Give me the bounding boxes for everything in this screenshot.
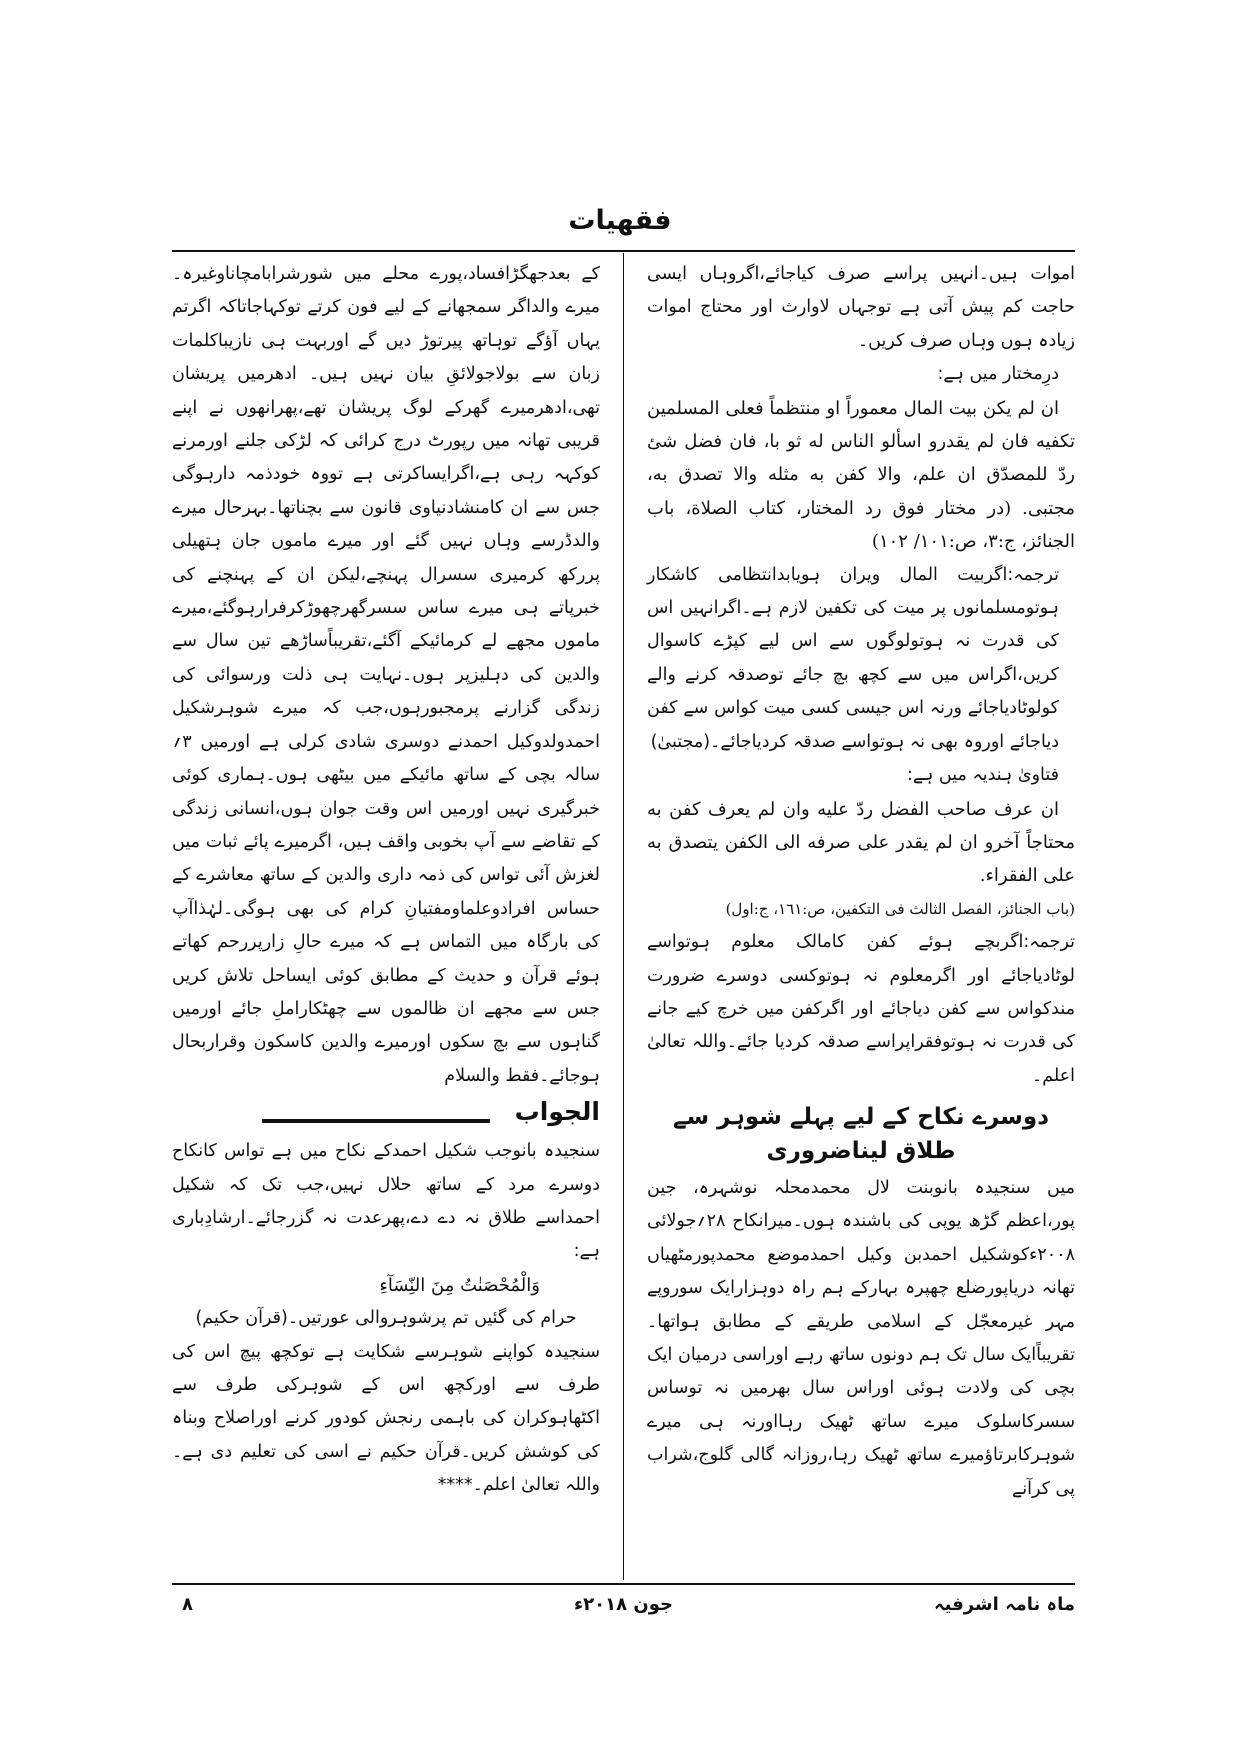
answer-label: الجواب <box>514 1097 600 1127</box>
paragraph: اموات ہیں۔انہیں پراسے صرف کیاجائے،اگروہاں ایسی حاجت کم پیش آتی ہے توجہاں لاوارث اور محتاج اموات زیادہ ہوں وہاں صرف کریں۔ <box>647 264 1075 351</box>
right-column <box>647 258 1075 1506</box>
issue-date: جون ۲۰۱۸ء <box>573 1594 674 1615</box>
footer-rule <box>172 1583 1075 1585</box>
question-paragraph: میں سنجیدہ بانوبنت لال محمدمحلہ نوشہرہ، جین پور،اعظم گڑھ یوپی کی باشندہ ہوں۔میرانکاح ۲۸؍جولائی ۲۰۰۸ءکوشکیل احمدبن وکیل احمدموضع محمدپورمٹھیاں تھانہ دریاپورضلع چھپرہ بہارکے ہم راہ دوہزارایک سوروپے مہر غیرمعجّل کے اسلامی طریقے کے مطابق ہواتھا۔تقریباًایک سال تک ہم دونوں ساتھ رہے اوراسی درمیان ایک بچی کی ولادت ہوئی اوراس سال بھرمیں نہ توساس سسرکاسلوک میرے ساتھ ٹھیک رہااورنہ ہی میرے شوہرکابرتاؤمیرے ساتھ ٹھیک رہا،روزانہ گالی گلوج،شراب پی کرآنے <box>647 1177 1075 1499</box>
quote-intro: درِمختار میں ہے: <box>937 364 1059 385</box>
quran-verse: وَالْمُحْصَنٰتُ مِنَ النِّسَآءِ <box>379 1274 540 1296</box>
answer-paragraph: سنجیدہ بانوجب شکیل احمدکے نکاح میں ہے تواس کانکاح دوسرے مرد کے ساتھ حلال نہیں،جب تک کہ شکیل احمداسے طلاق نہ دے دے،پھرعدت نہ گزرجائے۔ارشادِباری ہے: <box>172 1141 600 1262</box>
page-number: ۸ <box>182 1594 193 1615</box>
left-column <box>172 258 600 1503</box>
translation-paragraph: ترجمہ:اگربیت المال ویران ہویابدانتظامی کاشکار ہوتومسلمانوں پر میت کی تکفین لازم ہے۔اگرانہیں اس کی قدرت نہ ہوتولوگوں سے اس لیے کپڑے کاسوال کریں،اگراس میں سے کچھ بچ جائے توصدقہ کرنے والے کولوٹادیاجائے ورنہ اس جیسی کسی میت کواس سے کفن دیاجائے اوروہ بھی نہ ہوتواسے صدقہ کردیاجائے۔(مجتبیٰ) <box>647 564 1059 752</box>
arabic-quotation: ان لم يكن بيت المال معموراً او منتظماً فعلى المسلمين تكفيه فان لم يقدرو اسألو الناس له ثو با، فان فضل شئ ردّ للمصدّق ان علم، والا كفن به مثله والا تصدق به، مجتبى. (در مختار فوق رد المختار، كتاب الصلاة، باب الجنائز، ج:٣، ص:١٠١/ ١٠٢) <box>647 397 1075 553</box>
translation-paragraph: ترجمہ:اگربچے ہوئے کفن کامالک معلوم ہوتواسے لوٹادیاجائے اور اگرمعلوم نہ ہوتوکسی دوسرے ضرورت مندکواس سے کفن دیاجائے اور اگرکفن میں خرچ کیے جانے کی قدرت نہ ہوتوفقراپراسے صدقہ کردیا جائے۔واللہ تعالیٰ اعلم۔ <box>647 932 1075 1086</box>
page-footer <box>172 1594 1075 1624</box>
reference-citation: (باب الجنائز، الفصل الثالث فى التكفين، ص:١٦١، ج:اول) <box>725 899 1075 918</box>
arabic-quotation: ان عرف صاحب الفضل ردّ عليه وان لم يعرف كفن به محتاجاً آخرو ان لم يقدر على صرفه الى الكفن يتصدق به على الفقراء. <box>647 798 1075 887</box>
question-paragraph: کے بعدجھگڑافساد،پورے محلے میں شورشرابامچاناوغیرہ۔میرے والداگر سمجھانے کے لیے فون کرتے توکہاجاتاکہ اگرتم یہاں آؤگے توہاتھ پیرتوڑ دیں گے اوربہت ہی نازیباکلمات زبان سے بولاجولائقِ بیان نہیں ہیں۔ ادھرمیں پریشان تھی،ادھرمیرے گھرکے لوگ پریشان تھے،پھرانھوں نے اپنے قریبی تھانہ میں رپورٹ درج کرائی کہ لڑکی جلنے اورمرنے کوکہہ رہی ہے،اگرایساکرتی ہے تووہ خودذمہ دارہوگی جس سے ان کامنشادنیاوی قانون سے بچناتھا۔بہرحال میرے والدڈرسے وہاں نہیں گئے اور میرے ماموں جان ہتھیلی پررکھ کرمیری سسرال پہنچے،لیکن ان کے پہنچنے کی خبرپاتے ہی میرے ساس سسرگھرچھوڑکرفرارہوگئے،میرے ماموں مجھے لے کرمائیکے آگئے،تقریباًساڑھے تین سال سے والدین کی دہلیزپر ہوں۔نہایت ہی ذلت ورسوائی کی زندگی گزارنے پرمجبورہوں،جب کہ میرے شوہرشکیل احمدولدوکیل احمدنے دوسری شادی کرلی ہے اورمیں ۳؍ سالہ بچی کے ساتھ مائیکے میں بیٹھی ہوں۔ہماری کوئی خبرگیری نہیں اورمیں اس وقت جوان ہوں،انسانی زندگی کے تقاضے سے آپ بخوبی واقف ہیں، اگرمیرے پائے ثبات میں لغزش آئی تواس کی ذمہ داری والدین کے ساتھ معاشرے کے حساس افرادوعلماومفتیانِ کرام کی بھی ہوگی۔لہٰذاآپ کی بارگاہ میں التماس ہے کہ میرے حالِ زارپررحم کھاتے ہوئے قرآن و حدیث کے مطابق کوئی ایساحل تلاش کریں جس سے مجھے ان ظالموں سے چھٹکاراملِ جائے اورمیں گناہوں سے بچ سکوں اورمیرے والدین کاسکون وقراربحال ہوجائے۔فقط والسلام <box>172 264 600 1086</box>
verse-translation: حرام کی گئیں تم پرشوہروالی عورتیں۔(قرآن حکیم) <box>195 1308 577 1329</box>
answer-heading <box>172 1095 600 1135</box>
article-heading: دوسرے نکاح کے لیے پہلے شوہر سے طلاق لیناضروری <box>672 1104 1050 1164</box>
answer-underline <box>262 1119 490 1123</box>
quote-intro: فتاویٰ ہندیہ میں ہے: <box>906 765 1059 786</box>
answer-paragraph: سنجیدہ کواپنے شوہرسے شکایت ہے توکچھ پیچ اس کی طرف سے اورکچھ اس کے شوہرکی طرف سے اکٹھاہوکران کی باہمی رنجش کودور کرنے اوراصلاح وبناہ کی کوشش کریں۔قرآن حکیم نے اسی کی تعلیم دی ہے۔واللہ تعالیٰ اعلم۔**** <box>172 1341 600 1496</box>
section-title: فقهيات <box>568 205 672 236</box>
header-rule <box>172 250 1075 252</box>
magazine-name: ماہ نامہ اشرفیہ <box>934 1594 1075 1615</box>
column-divider <box>623 253 624 1580</box>
